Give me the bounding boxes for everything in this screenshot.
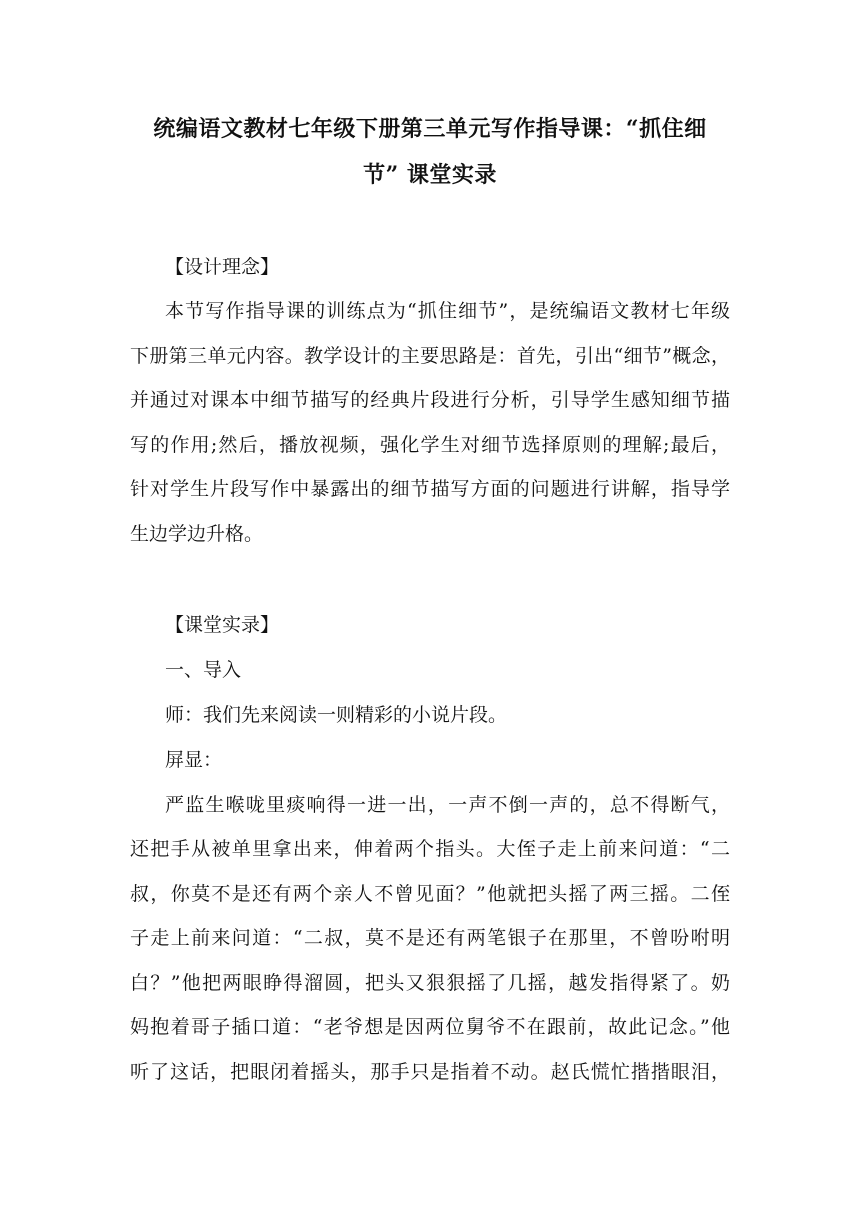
excerpt-line: 听了这话，把眼闭着摇头，那手只是指着不动。赵氏慌忙揩揩眼泪， — [130, 1061, 730, 1083]
excerpt-line: 严监生喉咙里痰响得一进一出，一声不倒一声的，总不得断气， — [165, 794, 730, 816]
excerpt-line: 叔，你莫不是还有两个亲人不曾见面？”他就把头摇了两三摇。二侄 — [130, 883, 730, 905]
design-concept-line: 写的作用;然后，播放视频，强化学生对细节选择原则的理解;最后， — [130, 434, 730, 456]
excerpt-line: 子走上前来问道：“二叔，莫不是还有两笔银子在那里，不曾吩咐明 — [130, 927, 730, 949]
screen-display-label: 屏显： — [165, 749, 223, 771]
teacher-line: 师：我们先来阅读一则精彩的小说片段。 — [165, 704, 508, 726]
design-concept-line: 本节写作指导课的训练点为“抓住细节”，是统编语文教材七年级 — [165, 300, 730, 322]
classroom-record-heading: 【课堂实录】 — [165, 614, 280, 636]
document-title-line-2: 节” 课堂实录 — [363, 162, 497, 188]
design-concept-heading: 【设计理念】 — [165, 256, 280, 278]
document-title-line-1: 统编语文教材七年级下册第三单元写作指导课：“抓住细 — [153, 116, 707, 142]
excerpt-line: 还把手从被单里拿出来，伸着两个指头。大侄子走上前来问道：“二 — [130, 838, 730, 860]
section-heading-intro: 一、导入 — [165, 659, 242, 681]
excerpt-line: 妈抱着哥子插口道：“老爷想是因两位舅爷不在跟前，故此记念。”他 — [130, 1016, 730, 1038]
excerpt-line: 白？”他把两眼睁得溜圆，把头又狠狠摇了几摇，越发指得紧了。奶 — [130, 972, 730, 994]
design-concept-line: 生边学边升格。 — [130, 523, 264, 545]
design-concept-line: 针对学生片段写作中暴露出的细节描写方面的问题进行讲解，指导学 — [130, 478, 730, 500]
design-concept-line: 并通过对课本中细节描写的经典片段进行分析，引导学生感知细节描 — [130, 389, 730, 411]
design-concept-line: 下册第三单元内容。教学设计的主要思路是：首先，引出“细节”概念， — [130, 345, 730, 367]
